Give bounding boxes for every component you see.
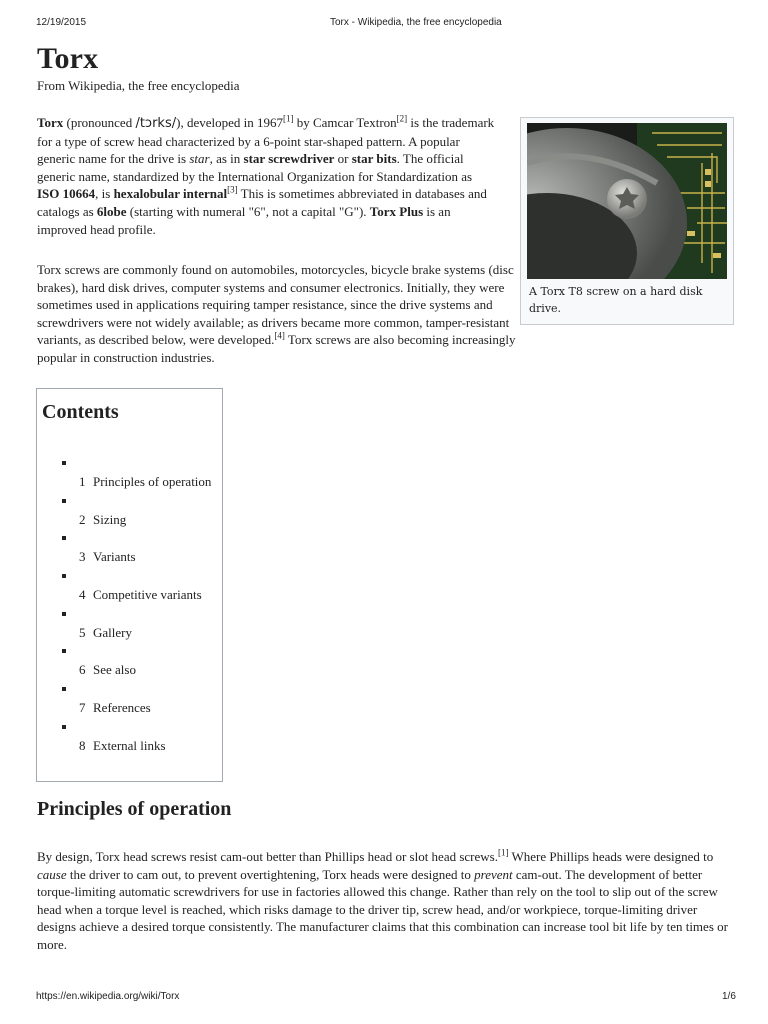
page-title: Torx (37, 42, 99, 75)
text: ), developed in 1967 (176, 115, 283, 130)
toc-item-number: 5 (79, 624, 86, 640)
term-prevent: prevent (474, 866, 513, 882)
intro-paragraph (37, 114, 497, 238)
print-page-number: 1/6 (722, 991, 736, 1002)
toc-item-label[interactable]: Principles of operation (93, 474, 212, 489)
toc-item-label[interactable]: See also (93, 662, 136, 678)
text: or (334, 151, 352, 167)
print-date: 12/19/2015 (36, 17, 87, 28)
toc-item-label[interactable]: External links (93, 737, 166, 753)
toc-item-number: 6 (79, 662, 86, 678)
table-of-contents (36, 388, 223, 782)
term-torx-plus: Torx Plus (369, 203, 424, 219)
ref-3-link[interactable]: [3] (227, 185, 238, 196)
text: by (293, 115, 313, 130)
term-torx: Torx (37, 115, 64, 130)
text: cam-out. The development of better torque-limiting automatic screwdrivers for use in factories allowed this change. Rather than rely on the tool to slip out of the screw head when a torque level is reached, which risks damage to the driver tip, screw head, and/or workpiece, torque-limiting driver designs achieve a desired torque consistently. The manufacturer claims that this combination can increase tool bit life by ten times or more. (37, 866, 728, 952)
toc-item-number: 7 (79, 700, 86, 716)
text: , as in (209, 151, 244, 167)
figure-thumbnail (520, 117, 734, 325)
term-cause: cause (37, 866, 67, 882)
text: Where Phillips heads were designed to (508, 849, 714, 864)
camcar-link[interactable]: Camcar Textron (312, 115, 397, 130)
term-6lobe: 6lobe (96, 203, 127, 219)
text: Torx screws are commonly found on automobiles, motorcycles, bicycle brake systems (disc brakes), hard disk drives, computer systems and consumer electronics. Initially, they were sometimes used in applications requiring tamper resistance, since the drive systems and screwdrivers were not widely available; as drivers became more common, tamper-resistant variants, as described below, were developed. (37, 262, 514, 348)
bullet-icon (62, 574, 66, 578)
term-star: star (189, 151, 210, 167)
text: , is (95, 186, 114, 202)
iso-link[interactable]: ISO 10664 (37, 186, 96, 202)
toc-item-label[interactable]: Variants (93, 549, 136, 565)
torx-screw-photo[interactable] (527, 123, 727, 279)
toc-item-label[interactable]: Sizing (93, 511, 127, 527)
toc-item-label[interactable]: Gallery (93, 624, 132, 640)
toc-item-number: 3 (79, 549, 86, 565)
bullet-icon (62, 536, 66, 540)
pronunciation-link[interactable]: /tɔrks/ (135, 116, 177, 131)
page-subtitle: From Wikipedia, the free encyclopedia (37, 78, 240, 93)
print-page-title: Torx - Wikipedia, the free encyclopedia (330, 17, 502, 28)
bullet-icon (62, 649, 66, 653)
print-url: https://en.wikipedia.org/wiki/Torx (36, 991, 180, 1002)
text: By design, Torx head screws resist cam-out better than Phillips head or slot head screws. (37, 849, 498, 864)
text: Torx screws are also becoming increasingly popular in construction industries. (37, 332, 516, 365)
text: This is sometimes abbreviated in databases and catalogs as (37, 186, 487, 219)
ref-1-link[interactable]: [1] (497, 847, 509, 858)
bullet-icon (62, 687, 66, 691)
usage-paragraph (37, 261, 517, 367)
text: is an improved head profile. (37, 203, 451, 237)
text: (pronounced (63, 115, 136, 130)
toc-item-number: 8 (79, 737, 86, 753)
toc-item-label[interactable]: Competitive variants (93, 587, 202, 603)
principles-paragraph (37, 848, 731, 954)
term-hexalobular: hexalobular internal (113, 186, 228, 202)
toc-heading: Contents (42, 401, 119, 423)
text: the driver to cam out, to prevent overtightening, Torx heads were designed to (66, 866, 475, 882)
ref-4-link[interactable]: [4] (274, 331, 285, 342)
toc-item-label[interactable]: References (93, 700, 151, 716)
term-star-bits: star bits (351, 151, 397, 167)
term-star-screwdriver: star screwdriver (243, 151, 335, 167)
figure-caption: A Torx T8 screw on a hard disk drive. (529, 285, 703, 315)
toc-item-number: 4 (79, 587, 86, 603)
bullet-icon (62, 461, 66, 465)
ref-2-link[interactable]: [2] (396, 113, 408, 124)
bullet-icon (62, 725, 66, 729)
text: (starting with numeral "6", not a capital "G"). (126, 203, 370, 219)
bullet-icon (62, 499, 66, 503)
bullet-icon (62, 612, 66, 616)
section-heading-principles: Principles of operation (37, 798, 232, 820)
toc-item-number: 1 (79, 474, 86, 489)
ref-1-link[interactable]: [1] (282, 113, 294, 124)
toc-item-number: 2 (79, 511, 86, 527)
text: is the trademark for a type of screw head characterized by a 6-point star-shaped pattern. A popular generic name for the drive is (37, 115, 495, 167)
text: . The official generic name, standardized by the International Organization for Standardization as (37, 151, 473, 184)
